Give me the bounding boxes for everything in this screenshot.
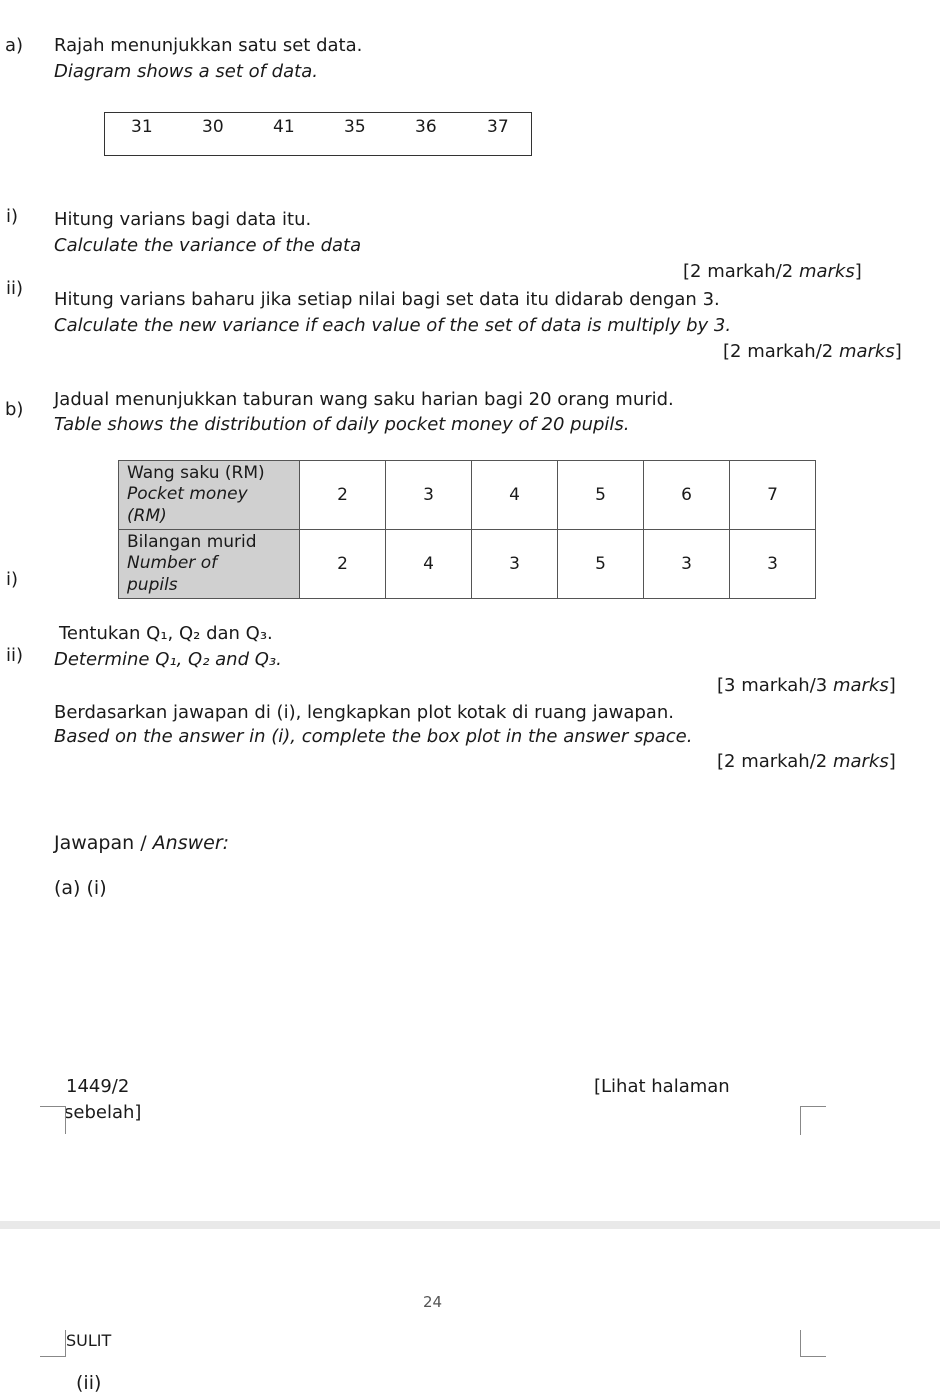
dataset-box xyxy=(104,112,532,156)
crop-mark xyxy=(40,1330,66,1357)
table-row xyxy=(119,530,816,599)
question-a-ii-text-ms: Hitung varians baharu jika setiap nilai bagi set data itu didarab dengan 3. xyxy=(54,289,720,310)
question-a-text-ms: Rajah menunjukkan satu set data. xyxy=(54,35,363,56)
question-b-i-label: i) xyxy=(6,569,19,590)
crop-mark xyxy=(40,1106,65,1107)
table-cell: 3 xyxy=(730,530,816,599)
dataset-value: 41 xyxy=(273,117,295,137)
dataset-value: 37 xyxy=(487,117,509,137)
question-b-text-en: Table shows the distribution of daily pocket money of 20 pupils. xyxy=(54,414,630,435)
question-a-i-text-ms: Hitung varians bagi data itu. xyxy=(54,209,312,230)
row-header-pocket-money: Wang saku (RM) Pocket money (RM) xyxy=(119,461,300,530)
next-page-note: [Lihat halaman xyxy=(594,1076,730,1097)
question-b-ii-label: ii) xyxy=(6,645,24,666)
question-b-label: b) xyxy=(5,399,24,420)
next-page-note-cont: sebelah] xyxy=(64,1102,142,1123)
table-cell: 6 xyxy=(644,461,730,530)
question-a-ii-text-en: Calculate the new variance if each value of the set of data is multiply by 3. xyxy=(54,315,732,336)
question-b-i-text-en: Determine Q₁, Q₂ and Q₃. xyxy=(54,649,282,670)
dataset-value: 36 xyxy=(415,117,437,137)
table-cell: 2 xyxy=(300,530,386,599)
question-b-i-marks: [3 markah/3 marks] xyxy=(717,675,896,696)
question-b-ii-marks: [2 markah/2 marks] xyxy=(717,751,896,772)
table-cell: 4 xyxy=(472,461,558,530)
question-a-ii-marks: [2 markah/2 marks] xyxy=(723,341,902,362)
table-cell: 3 xyxy=(386,461,472,530)
question-b-ii-text-en: Based on the answer in (i), complete the box plot in the answer space. xyxy=(54,726,693,747)
crop-mark xyxy=(65,1106,66,1134)
dataset-value: 35 xyxy=(344,117,366,137)
question-a-i-marks: [2 markah/2 marks] xyxy=(683,261,862,282)
answer-part-a-ii: (ii) xyxy=(76,1372,102,1394)
question-a-ii-label: ii) xyxy=(6,278,24,299)
page-number: 24 xyxy=(423,1293,443,1311)
answer-heading: Jawapan / Answer: xyxy=(54,832,230,854)
question-a-i-label: i) xyxy=(6,206,19,227)
table-cell: 3 xyxy=(644,530,730,599)
question-b-ii-text-ms: Berdasarkan jawapan di (i), lengkapkan plot kotak di ruang jawapan. xyxy=(54,702,674,723)
table-cell: 7 xyxy=(730,461,816,530)
table-cell: 2 xyxy=(300,461,386,530)
table-cell: 3 xyxy=(472,530,558,599)
dataset-value: 30 xyxy=(202,117,224,137)
answer-part-a-i: (a) (i) xyxy=(54,877,107,899)
paper-code: 1449/2 xyxy=(66,1076,130,1097)
question-a-i-text-en: Calculate the variance of the data xyxy=(54,235,362,256)
crop-mark xyxy=(800,1106,826,1135)
question-a-text-en: Diagram shows a set of data. xyxy=(54,61,318,82)
question-a-label: a) xyxy=(5,35,24,56)
row-header-number-of-pupils: Bilangan murid Number of pupils xyxy=(119,530,300,599)
table-cell: 4 xyxy=(386,530,472,599)
crop-mark xyxy=(800,1330,826,1357)
question-b-text-ms: Jadual menunjukkan taburan wang saku harian bagi 20 orang murid. xyxy=(54,389,674,410)
table-cell: 5 xyxy=(558,530,644,599)
sulit-label: SULIT xyxy=(66,1331,112,1350)
pocket-money-table xyxy=(118,460,816,599)
question-b-i-text-ms: Tentukan Q₁, Q₂ dan Q₃. xyxy=(59,623,273,644)
table-cell: 5 xyxy=(558,461,644,530)
table-row xyxy=(119,461,816,530)
page-separator xyxy=(0,1221,940,1229)
dataset-value: 31 xyxy=(131,117,153,137)
